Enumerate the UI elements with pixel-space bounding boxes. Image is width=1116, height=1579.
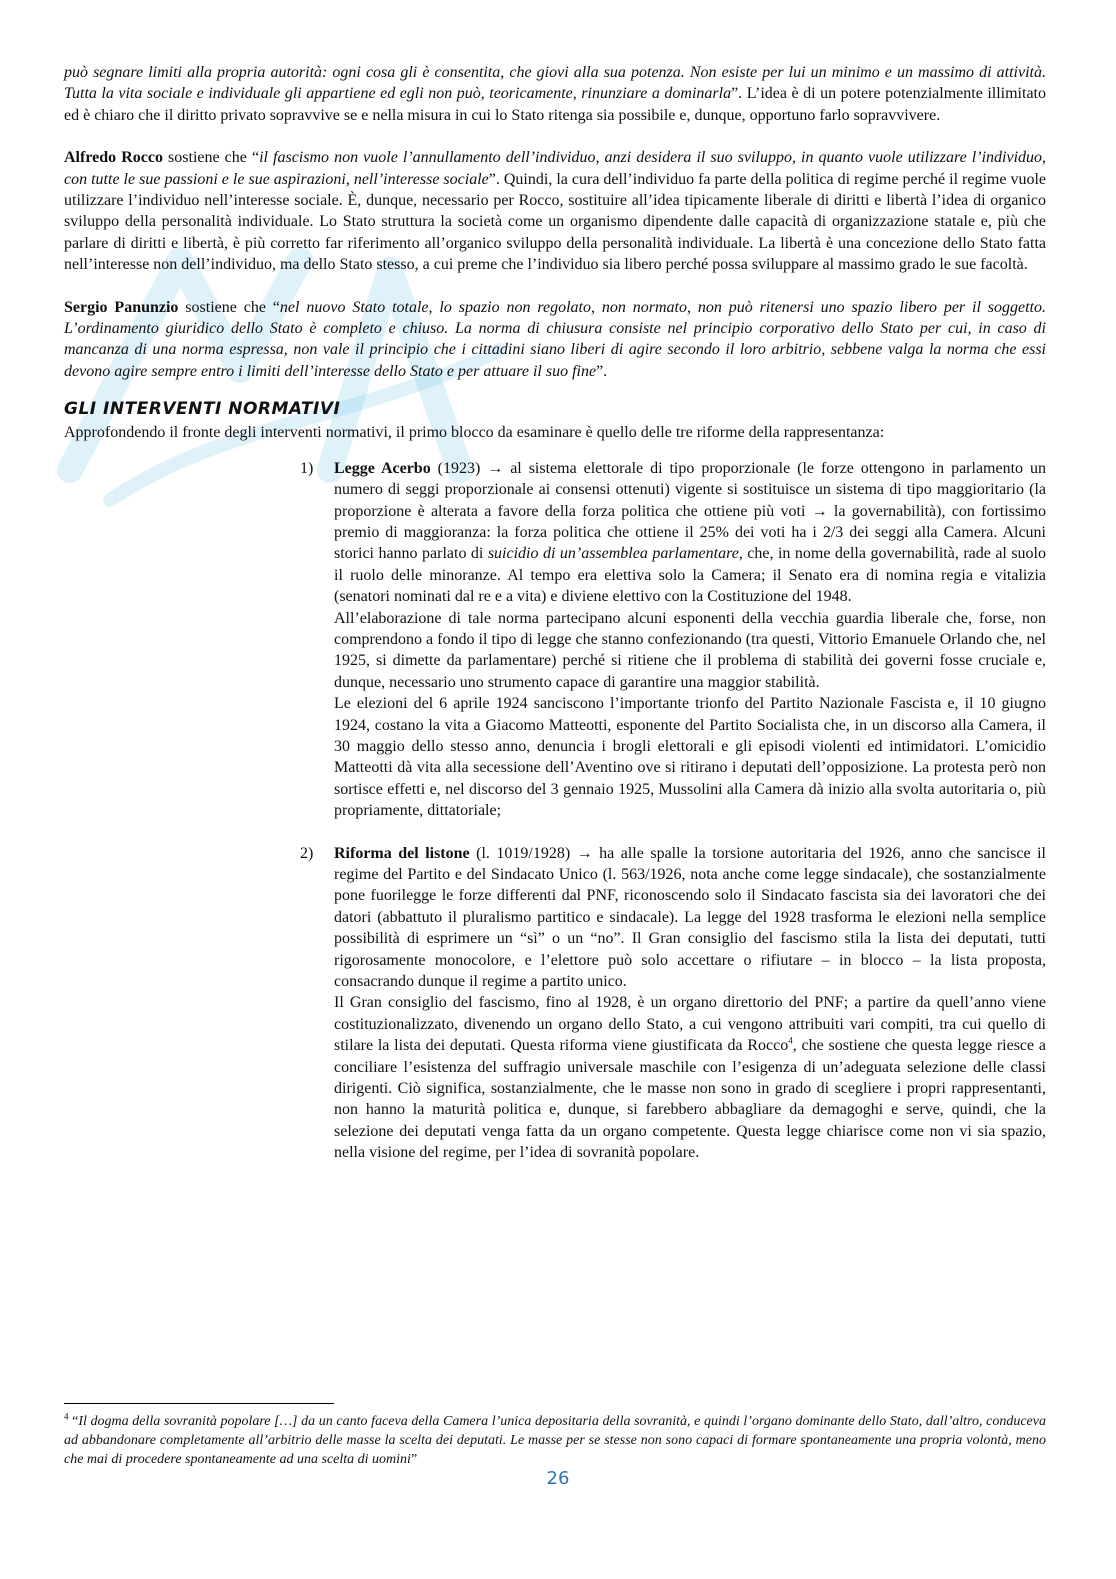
author-name: Sergio Panunzio: [64, 298, 179, 316]
page-body: [64, 62, 1046, 1185]
section-intro: Approfondendo il fronte degli interventi normativi, il primo blocco da esaminare è quello delle tre riforme della rappresentanza:: [64, 424, 885, 442]
item-title: Riforma del listone: [334, 844, 470, 862]
section-heading: GLI INTERVENTI NORMATIVI: [64, 399, 341, 420]
page-number: 26: [546, 1468, 570, 1489]
quote-text: può segnare limiti alla propria autorità: ogni cosa gli è consentita, che giovi alla sua potenza. Non esiste per lui un minimo e un massimo di attività. Tutta la vita sociale e individuale gli appartiene ed egli non può, teoricamente, rinunziare a dominarla: [64, 64, 1046, 103]
list-number: 2): [300, 844, 314, 862]
list-item: 2) Riforma del listone (l. 1019/1928) → ha alle spalle la torsione autoritaria del 1926, anno che sancisce il regime del Partito e del Sindacato Unico (l. 563/1926, nota anche come legge sindacale), che sostanzialmente pone fuorilegge le forze differenti dal PNF, riconoscendo solo il Sindacato fascista sia dei lavoratori che dei datori (abbattuto il pluralismo partitico e sindacale). La legge del 1928 trasforma le elezioni nella semplice possibilità di esprimere un “sì” o un “no”. Il Gran consiglio del fascismo stila la lista dei deputati, tutti rigorosamente monocolore, e l’elettore può solo accettare o rifiutare – in blocco – la lista proposta, consacrando dunque il regime a partito unico. Il Gran consiglio del fascismo, fino al 1928, è un organo direttorio del PNF; a partire da quell’anno viene costituzionalizzato, divenendo un organo dello Stato, a cui vengono attribuiti vari compiti, tra cui quello di stilare la lista dei deputati. Questa riforma viene giustificata da Rocco$^4$, che sostiene che questa legge riesce a conciliare l’esistenza del suffragio universale maschile con l’esigenza di un’adeguata selezione delle classi dirigenti. Ciò significa, sostanzialmente, che le masse non sono in grado di scegliere i propri rappresentanti, non hanno la maturità politica e, dunque, si farebbero abbagliare da demagoghi e serve, quindi, che la selezione dei deputati venga fatta da un organo competente. Questa legge chiarisce come non vi sia spazio, nella visione del regime, per l’idea di sovranità popolare.: [300, 844, 1046, 1162]
paragraph-state-power: può segnare limiti alla propria autorità: ogni cosa gli è consentita, che giovi alla sua potenza. Non esiste per lui un minimo e un massimo di attività. Tutta la vita sociale e individuale gli appartiene ed egli non può, teoricamente, rinunziare a dominarla”. L’idea è di un potere potenzialmente illimitato ed è chiaro che il diritto privato sopravvive se e nella misura in cui lo Stato ritenga sia possibile e, dunque, opportuno farlo sopravvivere.: [64, 64, 1046, 124]
quote-text: nel nuovo Stato totale, lo spazio non regolato, non normato, non può ritenersi uno spazio libero per il soggetto. L’ordinamento giuridico dello Stato è completo e chiuso. La norma di chiusura consiste nel principio corporativo dello Stato per cui, in caso di mancanza di una norma espressa, non vale il principio che i cittadini siano liberi di agire secondo il loro arbitrio, sebbene valga la norma che essi devono agire sempre entro i limiti dell’interesse dello Stato e per attuare il suo fine: [64, 298, 1046, 380]
item-title: Legge Acerbo: [334, 459, 431, 477]
footnote: $^4$ “Il dogma della sovranità popolare […] da un canto faceva della Camera l’unica depositaria della sovranità, e quindi l’organo dominante dello Stato, dall’altro, conduceva ad abbandonare completamente all’arbitrio delle masse la scelta dei deputati. Le masse per se stesse non sono capaci di formare spontaneamente una propria volontà, meno che mai di procedere spontaneamente ad una scelta di uomini”: [64, 1411, 1046, 1467]
footnote-number: 4: [64, 1411, 69, 1422]
footnote-divider: [64, 1403, 334, 1404]
list-number: 1): [300, 459, 314, 477]
footnote-ref[interactable]: 4: [788, 1035, 793, 1046]
list-item: 1) Legge Acerbo (1923) → al sistema elettorale di tipo proporzionale (le forze ottengono in parlamento un numero di seggi proporzionale ai consensi ottenuti) vigente si sostituisce un sistema di tipo maggioritario (la proporzione è alterata a favore della forza politica che ottiene più voti → la governabilità), con fortissimo premio di maggioranza: la forza politica che ottiene il 25% dei voti ha i 2/3 dei seggi alla Camera. Alcuni storici hanno parlato di suicidio di un’assemblea parlamentare, che, in nome della governabilità, rade al suolo il ruolo delle minoranze. Al tempo era elettiva solo la Camera; il Senato era di nomina regia e vitalizia (senatori nominati dal re e a vita) e diviene elettivo con la Costituzione del 1948. All’elaborazione di tale norma partecipano alcuni esponenti della vecchia guardia liberale che, forse, non comprendono a fondo il tipo di legge che stanno confezionando (tra questi, Vittorio Emanuele Orlando che, nel 1925, si dimette da parlamentare) perché si ritiene che il problema di stabilità dei governi fosse cruciale e, dunque, necessario uno strumento capace di garantire una maggior stabilità. Le elezioni del 6 aprile 1924 sanciscono l’importante trionfo del Partito Nazionale Fascista e, il 10 giugno 1924, costano la vita a Giacomo Matteotti, esponente del Partito Socialista che, in un discorso alla Camera, il 30 maggio dello stesso anno, denuncia i brogli elettorali e gli episodi violenti ed intimidatori. L’omicidio Matteotti dà vita alla secessione dell’Aventino ove si ritirano i deputati dell’opposizione. La protesta però non sortisce effetti e, nel discorso del 3 gennaio 1925, Mussolini alla Camera dà inizio alla svolta autoritaria o, più propriamente, dittatoriale;: [300, 459, 1046, 820]
author-name: Alfredo Rocco: [64, 149, 163, 167]
reforms-list: [300, 458, 1046, 1164]
paragraph-panunzio: Sergio Panunzio sostiene che “nel nuovo Stato totale, lo spazio non regolato, non normato, non può ritenersi uno spazio libero per il soggetto. L’ordinamento giuridico dello Stato è completo e chiuso. La norma di chiusura consiste nel principio corporativo dello Stato per cui, in caso di mancanza di una norma espressa, non vale il principio che i cittadini siano liberi di agire secondo il loro arbitrio, sebbene valga la norma che essi devono agire sempre entro i limiti dell’interesse dello Stato e per attuare il suo fine”.: [64, 298, 1046, 380]
paragraph-rocco: Alfredo Rocco sostiene che “il fascismo non vuole l’annullamento dell’individuo, anzi desidera il suo sviluppo, in quanto vuole utilizzare l’individuo, con tutte le sue passioni e le sue aspirazioni, nell’interesse sociale”. Quindi, la cura dell’individuo fa parte della politica di regime perché il regime vuole utilizzare l’individuo nell’interesse sociale. È, dunque, necessario per Rocco, sostituire all’idea tipicamente liberale di diritti e libertà l’idea di organico sviluppo della personalità individuale. Lo Stato struttura la società come un organismo dipendente dalle capacità di organizzazione statale e, più che parlare di diritti e libertà, è più corretto far riferimento all’organico sviluppo della personalità individuale. La libertà è una concezione dello Stato fatta nell’interesse non dell’individuo, ma dello Stato stesso, a cui preme che l’individuo sia libero perché possa sviluppare al massimo grado le sue facoltà.: [64, 149, 1047, 274]
quote-text: il fascismo non vuole l’annullamento dell’individuo, anzi desidera il suo sviluppo, in quanto vuole utilizzare l’individuo, con tutte le sue passioni e le sue aspirazioni, nell’interesse sociale: [64, 149, 1047, 188]
